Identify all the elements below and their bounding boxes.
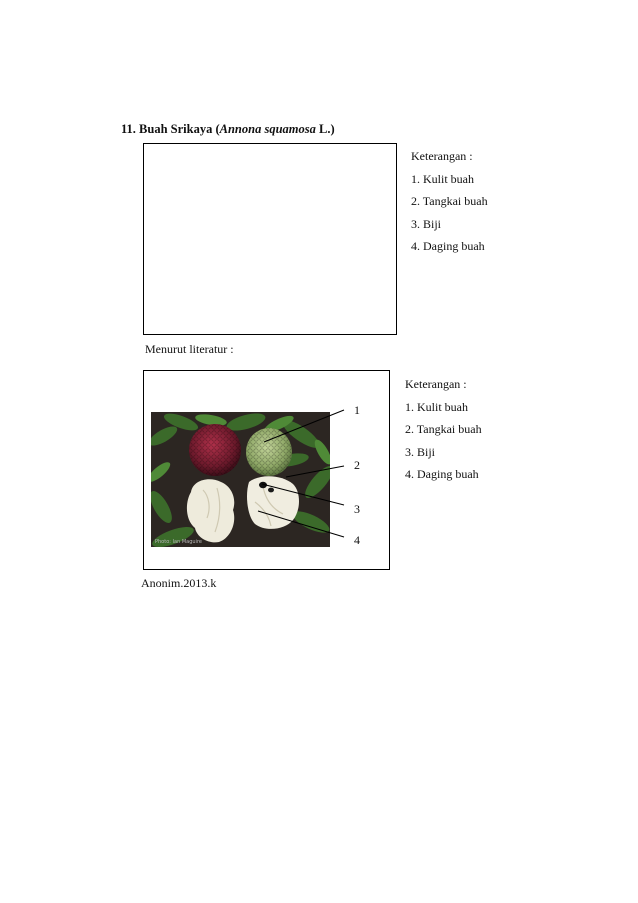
literature-legend: [405, 373, 482, 486]
legend-title: Keterangan :: [405, 377, 467, 391]
legend-item: 3. Biji: [411, 216, 442, 231]
legend-item: 4. Daging buah: [405, 467, 479, 482]
source-citation: Anonim.2013.k: [141, 576, 217, 590]
section-heading: 11. Buah Srikaya (Annona squamosa L.): [121, 122, 335, 136]
legend-item: 4. Daging buah: [411, 239, 485, 254]
legend-item: 3. Biji: [405, 444, 436, 459]
pointer-number-1: 1: [354, 403, 360, 417]
pointer-number-4: 4: [354, 533, 360, 547]
pointer-number-2: 2: [354, 458, 360, 472]
legend-item: 2. Tangkai buah: [411, 194, 488, 209]
pointer-number-3: 3: [354, 502, 360, 516]
legend-item: 1. Kulit buah: [405, 399, 468, 414]
legend-item: 2. Tangkai buah: [405, 422, 482, 437]
pointer-line-1: [264, 410, 344, 442]
legend-item: 1. Kulit buah: [411, 171, 474, 186]
pointer-line-4: [258, 511, 344, 537]
photo-watermark: Photo: Ian Maguire: [155, 539, 202, 545]
pointer-line-2: [286, 466, 344, 477]
literature-label: Menurut literatur :: [145, 342, 234, 356]
species-name: Annona squamosa: [219, 122, 316, 136]
pointer-line-3: [262, 484, 344, 505]
legend-title: Keterangan :: [411, 149, 473, 163]
